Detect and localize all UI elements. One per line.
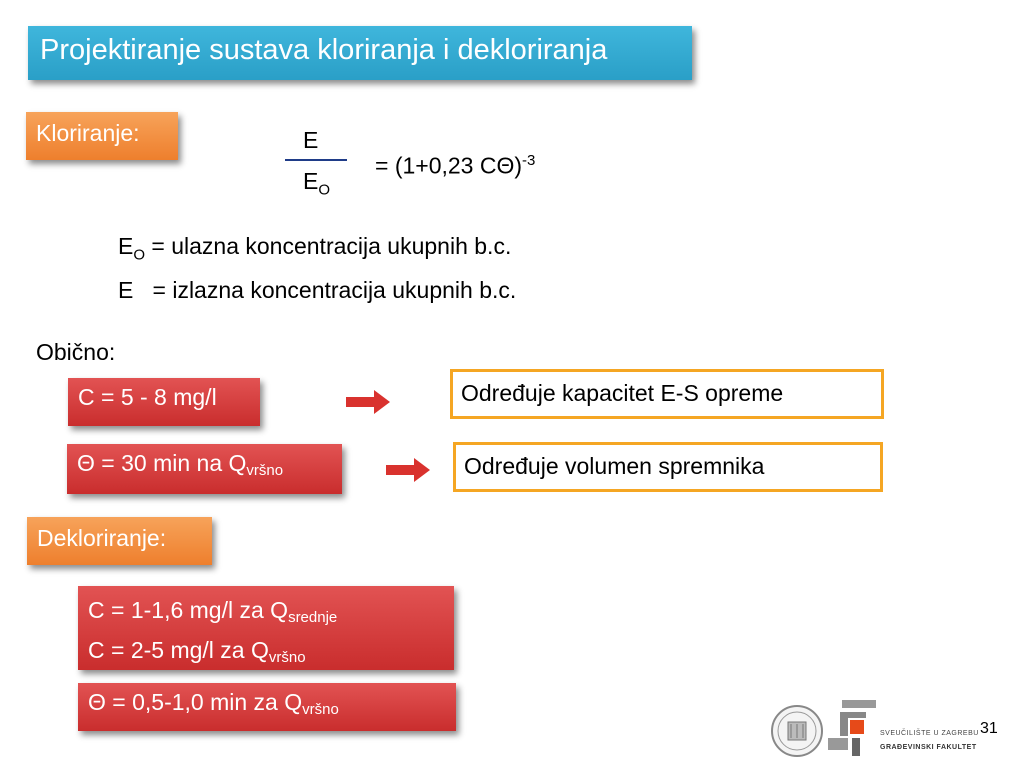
- university-seal-logo: [770, 704, 824, 758]
- dechlorination-label: Dekloriranje:: [27, 517, 212, 565]
- definition-e: E = izlazna koncentracija ukupnih b.c.: [118, 277, 517, 303]
- param-box-concentration: C = 5 - 8 mg/l: [68, 378, 260, 426]
- usually-label: Obično:: [36, 339, 116, 365]
- formula-numerator: E: [303, 127, 319, 153]
- fraction-line: [285, 159, 347, 161]
- result-box-capacity: Određuje kapacitet E-S opreme: [450, 369, 884, 419]
- chlorination-label: Kloriranje:: [26, 112, 178, 160]
- faculty-name: GRAĐEVINSKI FAKULTET: [880, 744, 977, 751]
- faculty-logo: [828, 700, 878, 758]
- right-arrow-icon: [386, 458, 430, 482]
- dechlorination-time-box: Θ = 0,5-1,0 min za $Q_{vršno}$: [78, 683, 456, 731]
- slide-title: Projektiranje sustava kloriranja i dekloriranja: [28, 26, 692, 80]
- dechlorination-line-peak: C = 2-5 mg/l za $Q_{vršno}$: [88, 637, 306, 666]
- definition-eo: $E_O$ = ulazna koncentracija ukupnih b.c.: [118, 233, 512, 264]
- param-box-time: Θ = 30 min na $Q_{vršno}$: [67, 444, 342, 494]
- page-number: 31: [980, 720, 998, 737]
- dechlorination-concentration-box: [78, 586, 454, 670]
- formula-rhs: = (1+0,23 CΘ)$^{-3}$: [375, 152, 536, 179]
- university-name: SVEUČILIŠTE U ZAGREBU: [880, 730, 979, 737]
- dechlorination-line-average: C = 1-1,6 mg/l za $Q_{srednje}$: [88, 597, 338, 626]
- right-arrow-icon: [346, 390, 390, 414]
- formula-denominator: $E_O$: [303, 168, 331, 199]
- result-box-volume: Određuje volumen spremnika: [453, 442, 883, 492]
